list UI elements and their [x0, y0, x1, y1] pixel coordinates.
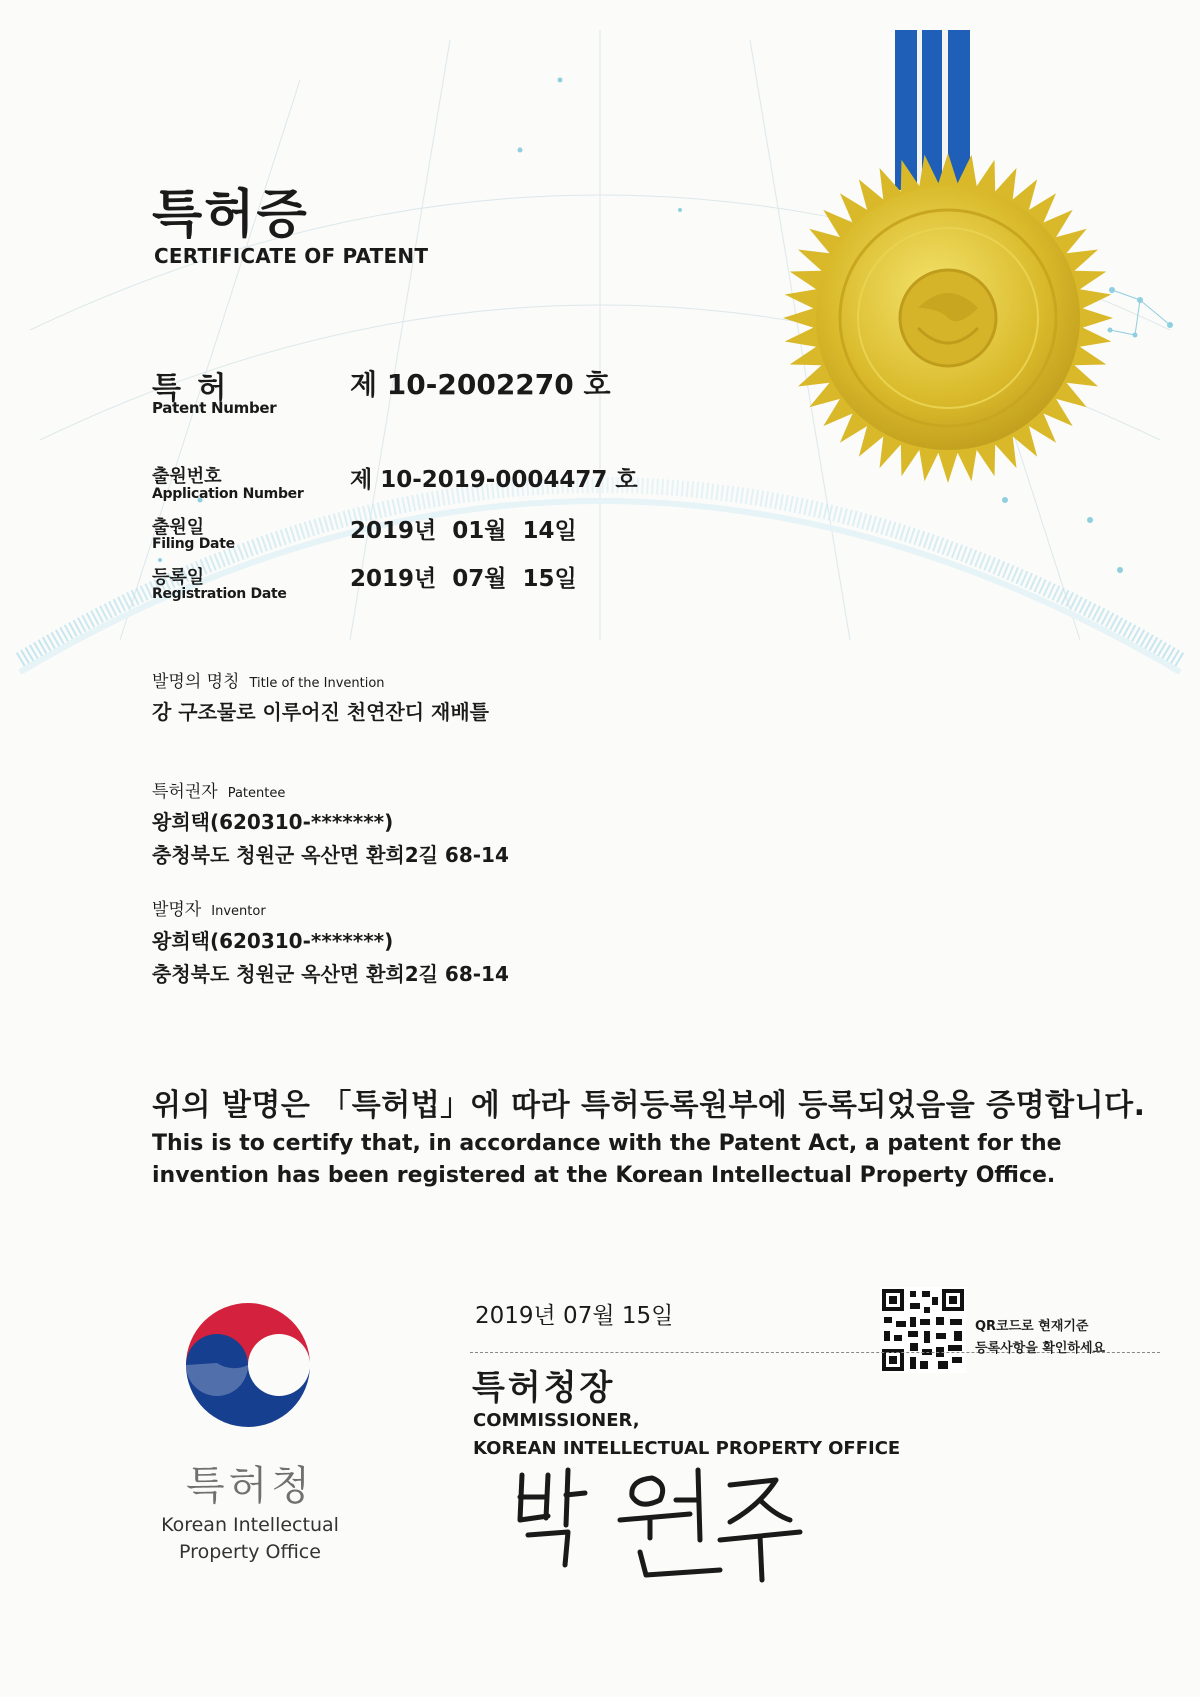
commissioner-title-ko: 특허청장 — [472, 1368, 616, 1408]
inventor-name: 왕희택(620310-*******) — [152, 929, 394, 953]
commissioner-en-line1: COMMISSIONER, — [473, 1410, 640, 1431]
application-number-value: 제 10-2019-0004477 호 — [350, 467, 638, 493]
patent-number-label-en: Patent Number — [152, 399, 277, 417]
inventor-address: 충청북도 청원군 옥산면 환희2길 68-14 — [152, 962, 509, 986]
registration-date-label-ko: 등록일 — [152, 567, 205, 588]
patentee-name: 왕희택(620310-*******) — [152, 810, 394, 834]
office-name-en-line2: Property Office — [179, 1541, 321, 1563]
filing-date-label-en: Filing Date — [152, 536, 235, 552]
issue-date: 2019년 07월 15일 — [475, 1303, 674, 1329]
patent-number-value: 제 10-2002270 호 — [350, 368, 611, 401]
patentee-label-en: Patentee — [227, 786, 286, 801]
qr-note-line2: 등록사항을 확인하세요 — [975, 1341, 1106, 1356]
office-name-en — [150, 1512, 350, 1566]
application-number-label-ko: 출원번호 — [152, 466, 222, 487]
certificate-title-en: CERTIFICATE OF PATENT — [154, 244, 429, 268]
office-name-en-line1: Korean Intellectual — [161, 1514, 339, 1536]
patentee-label-ko: 특허권자 — [152, 782, 218, 802]
inventor-label-ko: 발명자 — [152, 900, 202, 920]
invention-label-ko: 발명의 명칭 — [152, 672, 240, 692]
filing-date-value: 2019년 01월 14일 — [350, 518, 577, 544]
application-number-label-en: Application Number — [152, 486, 304, 502]
office-name-ko: 특허청 — [186, 1463, 314, 1509]
invention-label-en: Title of the Invention — [249, 676, 385, 691]
declaration-en: This is to certify that, in accordance with the Patent Act, a patent for the invention has been registered at the Korean Intellectual Property Office. — [152, 1131, 1062, 1188]
filing-date-label-ko: 출원일 — [152, 517, 205, 538]
registration-date-value: 2019년 07월 15일 — [350, 566, 577, 592]
commissioner-en-line2: KOREAN INTELLECTUAL PROPERTY OFFICE — [473, 1438, 901, 1459]
registration-date-label-en: Registration Date — [152, 586, 287, 602]
declaration-ko: 위의 발명은 「특허법」에 따라 특허등록원부에 등록되었음을 증명합니다. — [152, 1088, 1146, 1123]
certificate-title-ko: 특허증 — [152, 185, 309, 245]
qr-note-line1: QR코드로 현재기준 — [975, 1319, 1089, 1334]
invention-title-value: 강 구조물로 이루어진 천연잔디 재배틀 — [152, 700, 489, 724]
patentee-address: 충청북도 청원군 옥산면 환희2길 68-14 — [152, 843, 509, 867]
patent-number-label-ko: 특 허 — [152, 371, 230, 406]
inventor-label-en: Inventor — [211, 904, 266, 919]
